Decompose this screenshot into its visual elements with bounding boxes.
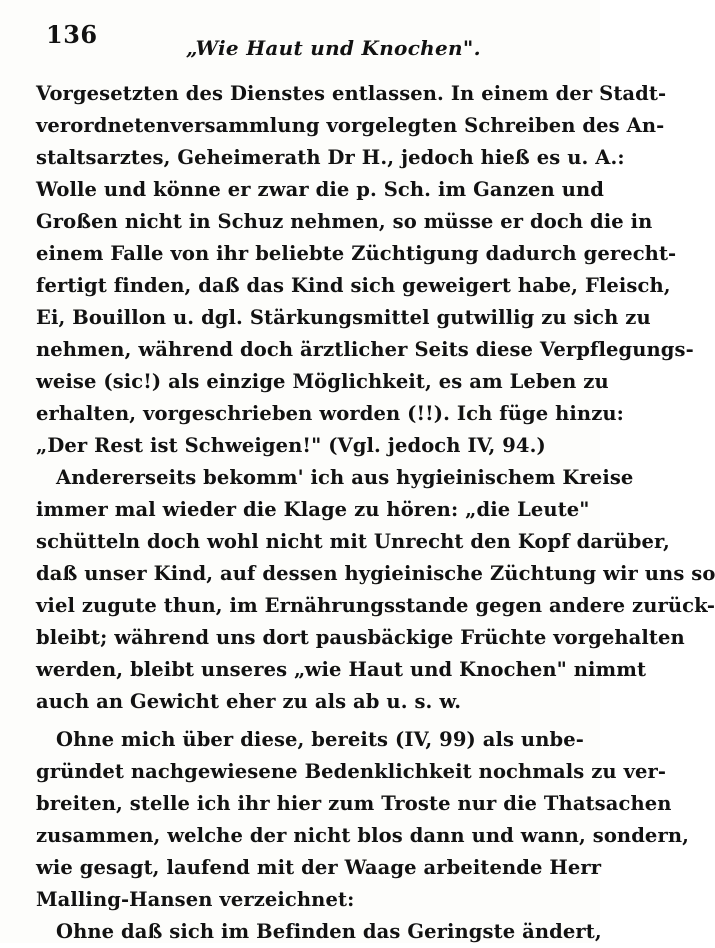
text-line: auch an Gewicht eher zu als ab u. s. w. — [36, 690, 462, 713]
text-line: Ohne mich über diese, bereits (IV, 99) als unbe- — [56, 728, 584, 751]
text-line: „Der Rest ist Schweigen!" (Vgl. jedoch IV, 94.) — [36, 434, 546, 457]
text-line: erhalten, vorgeschrieben worden (!!). Ich füge hinzu: — [36, 402, 624, 425]
text-line: Großen nicht in Schuz nehmen, so müsse er doch die in — [36, 210, 653, 233]
text-line: Malling-Hansen verzeichnet: — [36, 888, 355, 911]
text-line: immer mal wieder die Klage zu hören: „die Leute" — [36, 498, 590, 521]
page-body — [36, 78, 715, 948]
text-line: daß unser Kind, auf dessen hygieinische Züchtung wir uns so — [36, 562, 715, 585]
paragraph — [36, 78, 694, 462]
paragraph — [36, 462, 715, 718]
running-head: „Wie Haut und Knochen". — [186, 36, 481, 60]
text-line: breiten, stelle ich ihr hier zum Troste nur die Thatsachen — [36, 792, 672, 815]
text-line: wie gesagt, laufend mit der Waage arbeitende Herr — [36, 856, 602, 879]
text-line: einem Falle von ihr beliebte Züchtigung dadurch gerecht- — [36, 242, 677, 265]
text-line: schütteln doch wohl nicht mit Unrecht den Kopf darüber, — [36, 530, 670, 553]
page-number: 136 — [46, 20, 98, 49]
text-line: verordnetenversammlung vorgelegten Schreiben des An- — [36, 114, 665, 137]
text-line: Vorgesetzten des Dienstes entlassen. In einem der Stadt- — [36, 82, 667, 105]
text-line: gründet nachgewiesene Bedenklichkeit nochmals zu ver- — [36, 760, 667, 783]
text-line: zusammen, welche der nicht blos dann und wann, sondern, — [36, 824, 689, 847]
text-line: Ohne daß sich im Befinden das Geringste ändert, — [56, 920, 602, 943]
text-line: werden, bleibt unseres „wie Haut und Knochen" nimmt — [36, 658, 647, 681]
text-line: staltsarztes, Geheimerath Dr H., jedoch hieß es u. A.: — [36, 146, 625, 169]
paragraph — [36, 916, 602, 948]
text-line: bleibt; während uns dort pausbäckige Früchte vorgehalten — [36, 626, 685, 649]
text-line: nehmen, während doch ärztlicher Seits diese Verpflegungs- — [36, 338, 694, 361]
paragraph — [36, 724, 689, 916]
text-line: fertigt finden, daß das Kind sich geweigert habe, Fleisch, — [36, 274, 671, 297]
text-line: Andererseits bekomm' ich aus hygieinischem Kreise — [56, 466, 634, 489]
text-line: Wolle und könne er zwar die p. Sch. im Ganzen und — [36, 178, 604, 201]
text-line: weise (sic!) als einzige Möglichkeit, es am Leben zu — [36, 370, 609, 393]
text-line: viel zugute thun, im Ernährungsstande gegen andere zurück- — [36, 594, 715, 617]
text-line: Ei, Bouillon u. dgl. Stärkungsmittel gutwillig zu sich zu — [36, 306, 651, 329]
